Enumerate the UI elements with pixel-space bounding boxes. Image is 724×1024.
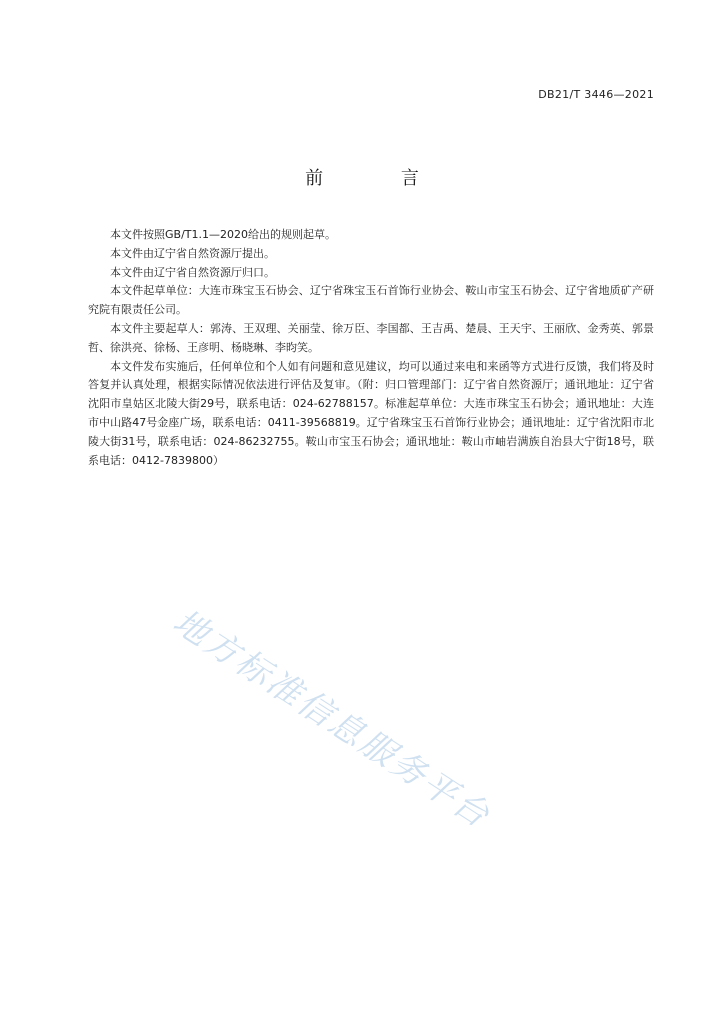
standard-code: DB21/T 3446—2021 [538,88,654,101]
paragraph-proposer: 本文件由辽宁省自然资源厅提出。 [110,246,275,260]
paragraph-drafting-rules: 本文件按照GB/T1.1—2020给出的规则起草。 [110,228,336,241]
page-title: 前 言 [305,168,455,189]
paragraph-administrator: 本文件由辽宁省自然资源厅归口。 [110,265,275,279]
paragraph-feedback: 本文件发布实施后，任何单位和个人如有问题和意见建议，均可以通过来电和来函等方式进行反馈，我们将及时答复并认真处理，根据实际情况依法进行评估及复审。（附：归口管理部门：辽宁省自然资源厅；通讯地址：辽宁省沈阳市皇姑区北陵大街29号，联系电话：024-62788157。标准起草单位：大连市珠宝玉石协会；通讯地址：大连市中山路47号金座广场，联系电话：0411-39568819。辽宁省珠宝玉石首饰行业协会；通讯地址：辽宁省沈阳市北陵大街31号，联系电话：024-86232755。鞍山市宝玉石协会；通讯地址：鞍山市岫岩满族自治县大宁街18号，联系电话：0412-7839800） [88,359,654,467]
foreword-body [88,226,654,470]
watermark: 地方标准信息服务平台 [165,601,498,837]
paragraph-drafting-units: 本文件起草单位：大连市珠宝玉石协会、辽宁省珠宝玉石首饰行业协会、鞍山市宝玉石协会、辽宁省地质矿产研究院有限责任公司。 [88,284,654,317]
paragraph-drafters: 本文件主要起草人：郭涛、王双理、关丽莹、徐万臣、李国都、王吉禹、楚晨、王天宇、王丽欣、金秀英、郭景哲、徐洪亮、徐杨、王彦明、杨晓琳、李昀笑。 [88,321,654,354]
